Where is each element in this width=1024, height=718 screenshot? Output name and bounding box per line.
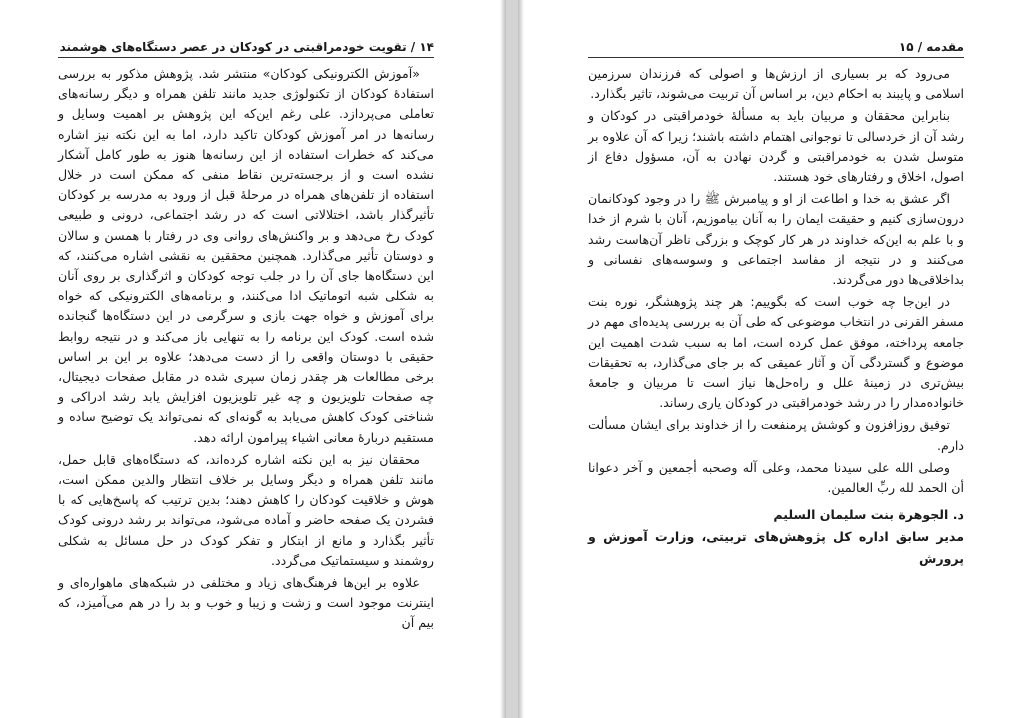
- right-paragraph-4: در این‌جا چه خوب است که بگوییم: هر چند پژوهشگر، نوره بنت مسفر القرنی در انتخاب موضوعی که طی آن به بررسی پدیده‌ای مهم در جامعه پرداخته، موفق عمل کرده است، اما به سبب شدت اهمیت این موضوع و گستردگی آن و آثار عمیقی که بر جای می‌گذارد، به تحقیقات بیش‌تری در زمینهٔ علل و راه‌حل‌ها نیاز است تا مربیان و جامعهٔ خانواده‌مدار را در رشد خودمراقبتی در کودکان یاری رساند.: [588, 294, 964, 411]
- right-gutter-shadow: [518, 0, 524, 718]
- left-paragraph-1: «آموزش الکترونیکی کودکان» منتشر شد. پژوهش مذکور به بررسی استفادهٔ کودکان از تکنولوژی جدید مانند تلفن همراه و دیگر رسانه‌های تعاملی می‌پردازد. علی رغم این‌که این پژوهش بر اهمیت وسایل و رسانه‌ها در امر آموزش کودکان تاکید دارد، اما به این نکته نیز اشاره می‌کند که خطرات استفاده از این رسانه‌ها هنوز به طور کامل آشکار نشده است و از برجسته‌ترین نقاط منفی که ممکن است در خلال استفاده از تلفن‌های همراه در مرحلهٔ قبل از ورود به مدرسه بر کودکان تأثیرگذار باشد، اختلالاتی است که در رشد اجتماعی، درونی و طبیعی کودک رخ می‌دهد و بر واکنش‌های روانی وی در رفتار با همسن و سالان و دوستان تأثیر می‌گذارد. همچنین محققین به نقشی اشاره می‌کنند، که این دستگاه‌ها جای آن را در جلب توجه کودکان و اثرگذاری بر روی آنان به شکلی شبه اتوماتیک ادا می‌کنند، و برنامه‌های الکترونیکی که خواه برای آموزش و خواه جهت بازی و سرگرمی در این دستگاه‌ها گنجانده شده است. کودک این برنامه را به تنهایی باز می‌کند و در نتیجه روابط حقیقی با دوستان واقعی را از دست می‌دهد؛ علاوه بر این بر اساس برخی مطالعات هر چقدر زمان سپری شده در مقابل صفحات دیجیتال، چه صفحات تلویزیون و چه غیر تلویزیون افزایش یابد رشد ادراکی و شناختی کودک کاهش می‌یابد به گونه‌ای که نمی‌تواند یک توضیح ساده و مستقیم دربارهٔ معانی اشیاء پیرامون ارائه دهد.: [58, 66, 434, 445]
- signature-name: د. الجوهرة بنت سلیمان السلیم: [773, 507, 964, 523]
- right-paragraph-1: می‌رود که بر بسیاری از ارزش‌ها و اصولی که فرزندان سرزمین اسلامی و پایبند به احکام دین، بر اساس آن تربیت می‌شوند، تاثیر بگذارد.: [588, 66, 964, 102]
- left-page-header: ۱۴ / تقویت خودمراقبتی در کودکان در عصر دستگاه‌های هوشمند: [59, 40, 434, 54]
- left-gutter-shadow: [500, 0, 506, 718]
- right-paragraph-2: بنابراین محققان و مربیان باید به مسألهٔ خودمراقبتی در کودکان و رشد آن از خردسالی تا نوجوانی اهتمام داشته باشند؛ زیرا که آن علاوه بر متوسل شدن به خودمراقبتی و گردن نهادن به آن، مسؤول دفاع از اصول، اخلاق و رفتارهای خود هستند.: [588, 108, 964, 185]
- left-header-rule: [58, 57, 434, 58]
- right-paragraph-6: وصلی الله علی سیدنا محمد، وعلی آله وصحبه أجمعین و آخر دعوانا أن الحمد لله ربِّ العالمین.: [588, 459, 964, 496]
- left-paragraph-3: علاوه بر این‌ها فرهنگ‌های زیاد و مختلفی در شبکه‌های ماهواره‌ای و اینترنت موجود است و زشت و زیبا و خوب و بد را در هم می‌آمیزد، که بیم آن: [58, 575, 434, 631]
- left-page: [0, 0, 506, 718]
- right-page-header: مقدمه / ۱۵: [898, 40, 964, 54]
- right-paragraph-5: توفیق روزافزون و کوشش پرمنفعت را از خداوند برای ایشان مسألت دارم.: [588, 417, 964, 453]
- right-paragraph-3: اگر عشق به خدا و اطاعت از او و پیامبرش ﷺ را در وجود کودکانمان درون‌سازی کنیم و حقیقت ایمان را به آنان بیاموزیم، آنان با شرم از خدا و با علم به این‌که خداوند در هر کار کوچک و بزرگی ناظر آن‌هاست رشد می‌کنند و در نتیجه از مفاسد اجتماعی و وسوسه‌های نفسانی و بداخلاقی‌ها دور می‌گردند.: [588, 191, 964, 288]
- left-page-body: [58, 64, 434, 636]
- left-paragraph-2: محققان نیز به این نکته اشاره کرده‌اند، که دستگاه‌های قابل حمل، مانند تلفن همراه و دیگر وسایل بر خلاف انتظار والدین ممکن است، هوش و خلاقیت کودکان را کاهش دهند؛ بدین ترتیب که پاسخ‌هایی که با فشردن یک صفحه حاضر و آماده می‌شود، می‌تواند بر رشد درونی کودک تأثیر بگذارد و مانع از ابتکار و تفکر کودک در حل مسائل به شکلی روشمند و سیستماتیک می‌گردد.: [58, 451, 434, 568]
- right-header-rule: [588, 57, 964, 58]
- signature-title: مدیر سابق اداره کل پژوهش‌های تربیتی، وزارت آموزش و پرورش: [588, 529, 964, 567]
- right-page-body: [588, 64, 964, 570]
- right-page: [518, 0, 1024, 718]
